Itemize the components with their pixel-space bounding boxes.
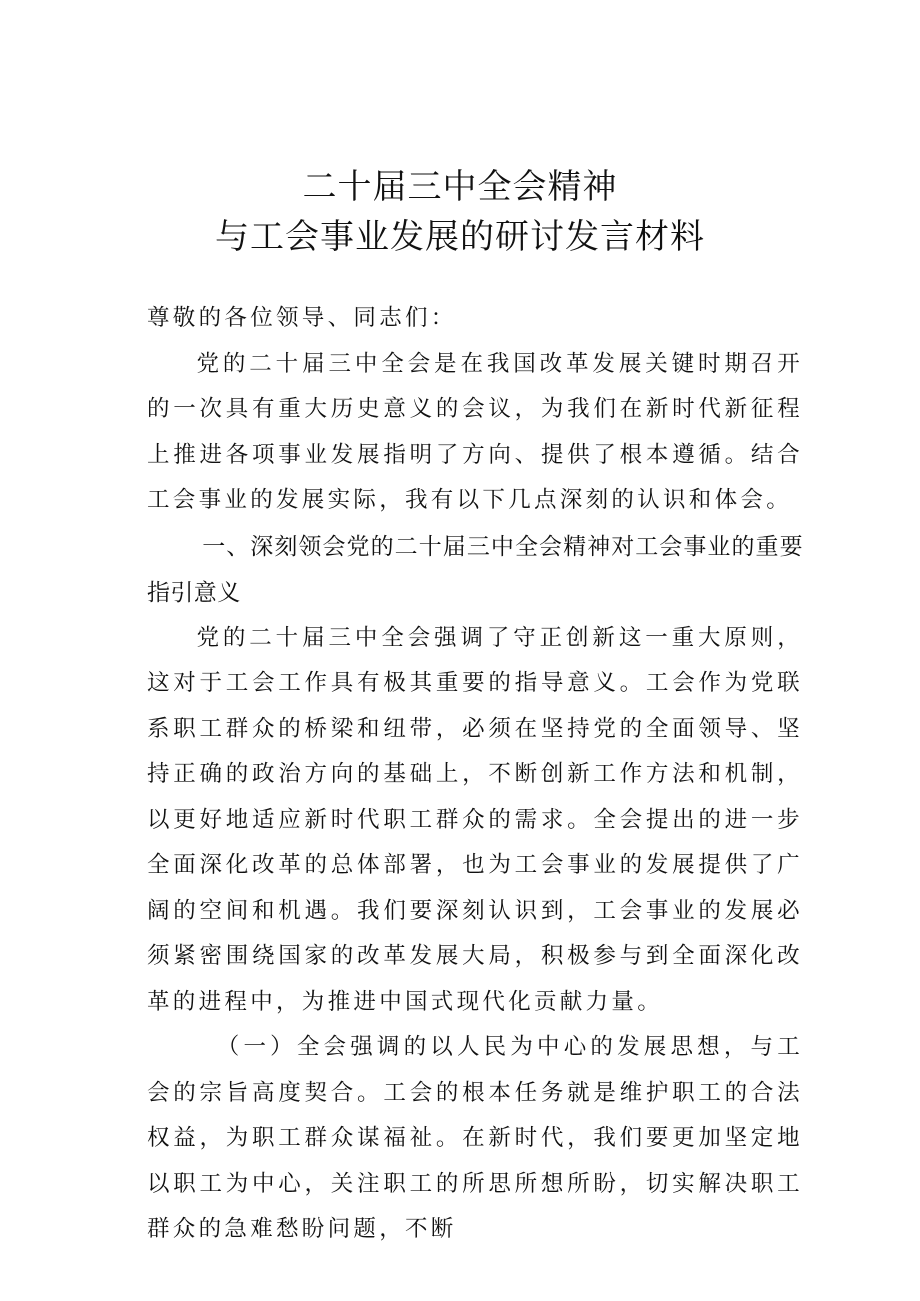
document-body [147, 296, 803, 1253]
section-1-paragraph: 党的二十届三中全会强调了守正创新这一重大原则，这对于工会工作具有极其重要的指导意义。工会作为党联系职工群众的桥梁和纽带，必须在坚持党的全面领导、坚持正确的政治方向的基础上，不断创新工作方法和机制，以更好地适应新时代职工群众的需求。全会提出的进一步全面深化改革的总体部署，也为工会事业的发展提供了广阔的空间和机遇。我们要深刻认识到，工会事业的发展必须紧密围绕国家的改革发展大局，积极参与到全面深化改革的进程中，为推进中国式现代化贡献力量。 [147, 624, 803, 1015]
document-title [0, 162, 920, 262]
subsection-1-paragraph: （一）全会强调的以人民为中心的发展思想，与工会的宗旨高度契合。工会的根本任务就是维护职工的合法权益，为职工群众谋福祉。在新时代，我们要更加坚定地以职工为中心，关注职工的所思所想所盼，切实解决职工群众的急难愁盼问题，不断 [147, 1034, 803, 1242]
title-line-1: 二十届三中全会精神 [302, 167, 618, 207]
title-line-2: 与工会事业发展的研讨发言材料 [215, 217, 705, 257]
intro-paragraph: 党的二十届三中全会是在我国改革发展关键时期召开的一次具有重大历史意义的会议，为我们在新时代新征程上推进各项事业发展指明了方向、提供了根本遵循。结合工会事业的发展实际，我有以下几点深刻的认识和体会。 [147, 350, 803, 513]
salutation: 尊敬的各位领导、同志们： [147, 305, 457, 331]
section-1-heading: 一、深刻领会党的二十届三中全会精神对工会事业的重要指引意义 [147, 533, 803, 606]
